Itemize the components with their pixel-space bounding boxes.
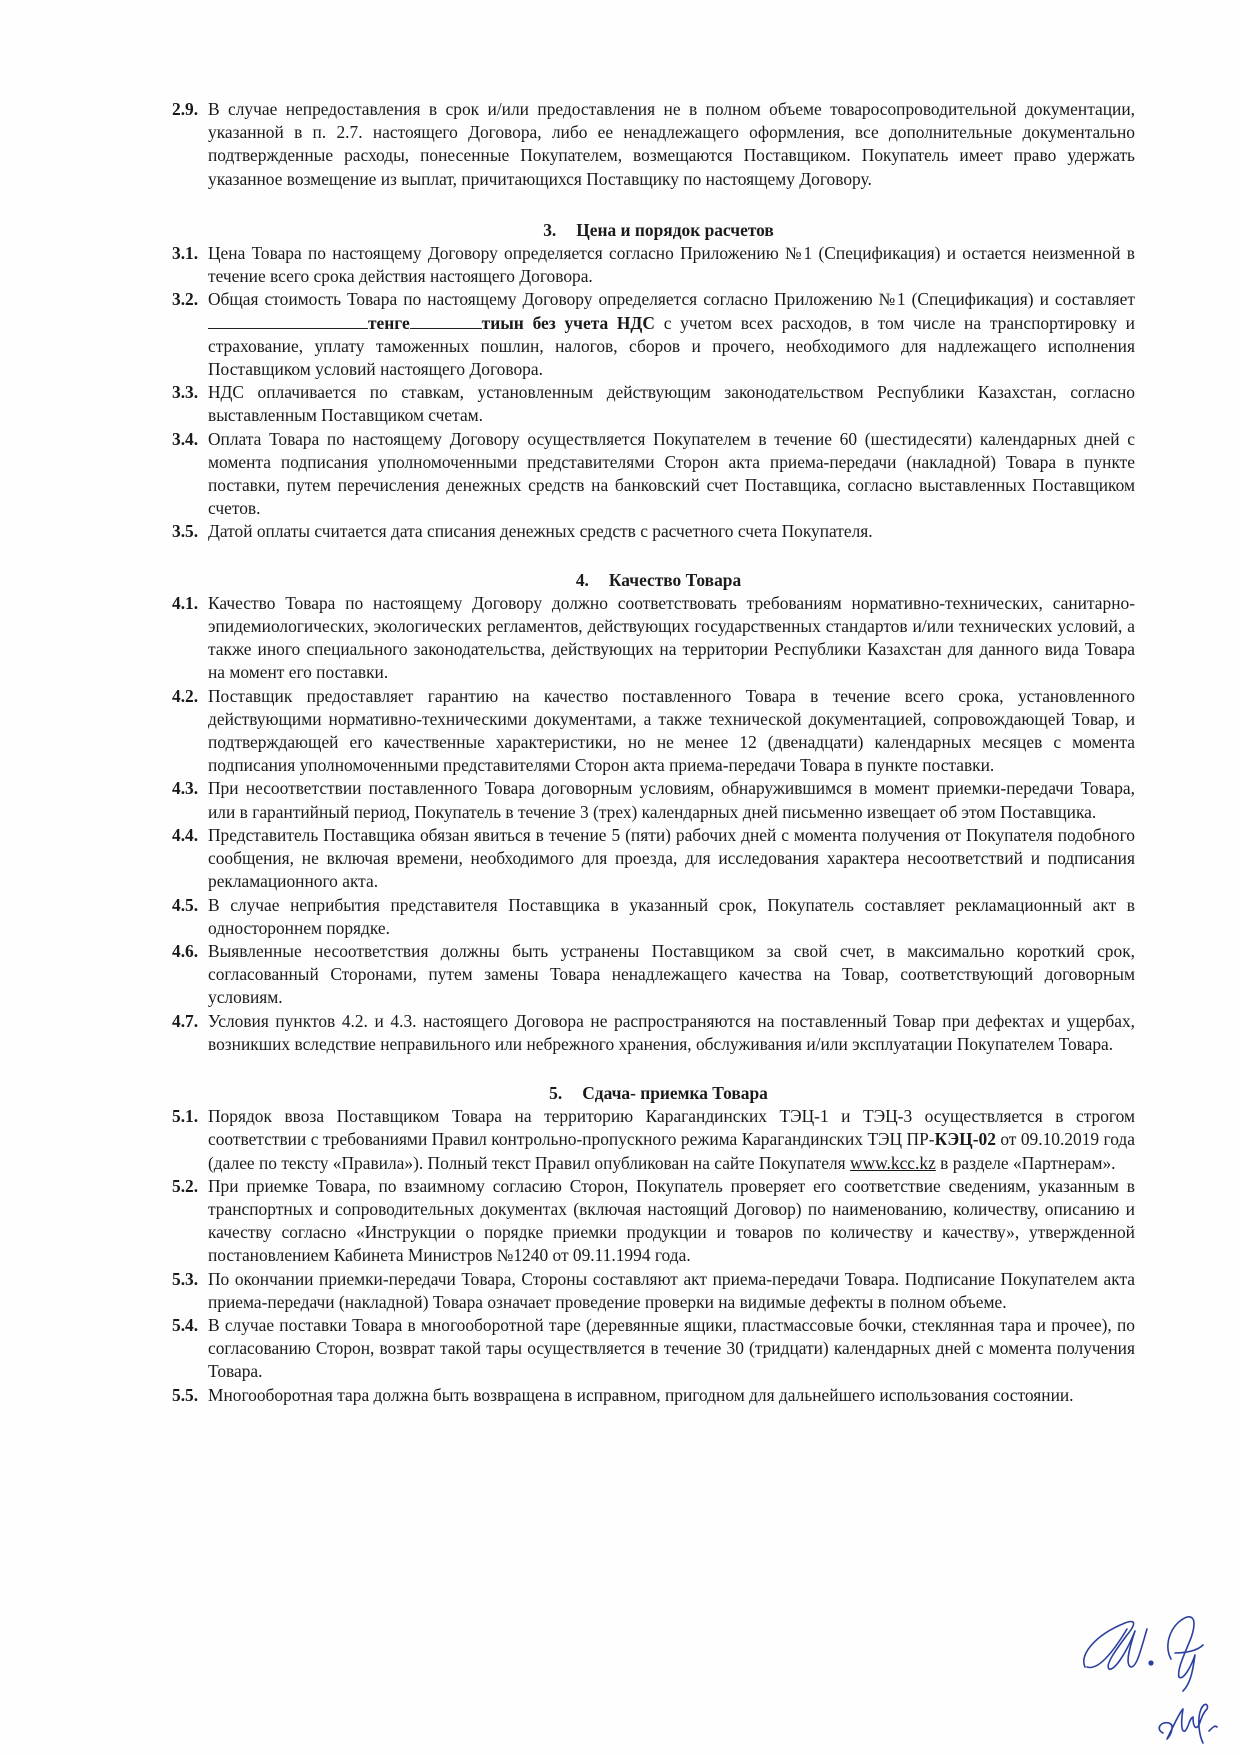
currency-tenge-label: тенге xyxy=(368,312,410,333)
clause-number: 4.1. xyxy=(172,592,199,613)
clause-4-2 xyxy=(172,685,1135,778)
currency-tiyn-vat-label: тиын без учета НДС xyxy=(481,312,655,333)
clause-3-2 xyxy=(172,288,1135,381)
clause-text: Условия пунктов 4.2. и 4.3. настоящего Договора не распространяются на поставленный Товар при дефектах и ущербах, возникших вследствие неправильного или небрежного хранения, обслуживания и/или эксплуатации Покупателем Товара. xyxy=(208,1010,1135,1054)
clause-number: 2.9. xyxy=(172,99,199,119)
clause-text: Цена Товара по настоящему Договору определяется согласно Приложению №1 (Спецификация) и остается неизменной в течение всего срока действия настоящего Договора. xyxy=(208,243,1135,287)
clause-3-1 xyxy=(172,242,1135,288)
handwritten-signature xyxy=(1075,1605,1225,1750)
clause-text-part: от 09.10.2019 года (далее по тексту «Правила»). Полный текст Правил опубликован на сайте Покупателя xyxy=(208,1129,1135,1173)
clause-text: Поставщик предоставляет гарантию на качество поставленного Товара в течение всего срока, установленного действующими нормативно-техническими документами, а также технической документацией, сопровождающей Товар, и подтверждающей его качественные характеристики, но не менее 12 (двенадцати) календарных месяцев с момента подписания уполномоченными представителями Сторон акта приема-передачи Товара в пункте поставки. xyxy=(208,685,1135,776)
clause-5-1 xyxy=(172,1105,1135,1175)
clause-text: Представитель Поставщика обязан явиться в течение 5 (пяти) рабочих дней с момента получения от Покупателя подобного сообщения, не включая времени, необходимого для проезда, для исследования характера несоответствий и подписания рекламационного акта. xyxy=(208,824,1135,892)
clause-4-3 xyxy=(172,777,1135,823)
clause-number: 5.3. xyxy=(172,1268,199,1289)
amount-tenge-blank[interactable] xyxy=(208,314,368,329)
clause-number: 4.6. xyxy=(172,940,199,961)
clause-2-9 xyxy=(172,98,1135,191)
clause-number: 4.2. xyxy=(172,685,199,706)
clause-text: При приемке Товара, по взаимному согласию Сторон, Покупатель проверяет его соответствие сведениям, указанным в транспортных и сопроводительных документах (включая настоящий Договор) по наименованию, количеству, описанию и качеству согласно «Инструкции о порядке приемки продукции и товаров по количеству и качеству», утвержденной постановлением Кабинета Министров №1240 от 09.11.1994 года. xyxy=(208,1175,1135,1266)
clause-number: 5.1. xyxy=(172,1106,199,1127)
clause-text: В случае поставки Товара в многооборотной таре (деревянные ящики, пластмассовые бочки, стеклянная тара и прочее), по согласованию Сторон, возврат такой тары осуществляется в течение 30 (тридцати) календарных дней с момента получения Товара. xyxy=(208,1314,1135,1382)
clause-text: НДС оплачивается по ставкам, установленным действующим законодательством Республики Казахстан, согласно выставленным Поставщиком счетам. xyxy=(208,382,1135,426)
clause-number: 3.1. xyxy=(172,243,199,264)
section-5-heading xyxy=(172,1082,1135,1105)
amount-tiyn-blank[interactable] xyxy=(410,314,482,329)
clause-text: В случае неприбытия представителя Поставщика в указанный срок, Покупатель составляет рекламационный акт в одностороннем порядке. xyxy=(208,894,1135,938)
clause-text: Многооборотная тара должна быть возвращена в исправном, пригодном для дальнейшего использования состоянии. xyxy=(208,1384,1074,1405)
clause-number: 3.3. xyxy=(172,382,199,403)
clause-number: 5.4. xyxy=(172,1314,199,1335)
clause-5-3 xyxy=(172,1268,1135,1314)
clause-text xyxy=(208,288,1135,381)
section-4-heading xyxy=(172,569,1135,592)
clause-number: 4.5. xyxy=(172,894,199,915)
clause-text-part: Порядок ввоза Поставщиком Товара на территорию Карагандинских ТЭЦ-1 и ТЭЦ-3 осуществляется в строгом соответствии с требованиями Правил контрольно-пропускного режима Карагандинских ТЭЦ ПР- xyxy=(208,1106,1135,1150)
clause-3-4 xyxy=(172,428,1135,521)
clause-4-1 xyxy=(172,592,1135,685)
clause-number: 4.7. xyxy=(172,1010,199,1031)
clause-text: Качество Товара по настоящему Договору должно соответствовать требованиям нормативно-технических, санитарно-эпидемиологических, экологических регламентов, действующих государственных стандартов и/или технических условий, а также иного специального законодательства, действующих на территории Республики Казахстан для данного вида Товара на момент его поставки. xyxy=(208,592,1135,683)
clause-3-5 xyxy=(172,520,1135,543)
clause-3-3 xyxy=(172,381,1135,427)
clause-5-2 xyxy=(172,1175,1135,1268)
clause-number: 4.4. xyxy=(172,824,199,845)
clause-text: По окончании приемки-передачи Товара, Стороны составляют акт приема-передачи Товара. Подписание Покупателем акта приема-передачи (накладной) Товара означает проведение проверки на видимые дефекты в полном объеме. xyxy=(208,1268,1135,1312)
clause-4-7 xyxy=(172,1010,1135,1056)
clause-text-part: Общая стоимость Товара по настоящему Договору определяется согласно Приложению №1 (Спецификация) и составляет xyxy=(208,289,1135,310)
section-number: 5. xyxy=(549,1082,563,1103)
clause-4-4 xyxy=(172,824,1135,894)
regulation-code: КЭЦ-02 xyxy=(934,1129,996,1150)
clause-4-5 xyxy=(172,894,1135,940)
section-title: Цена и порядок расчетов xyxy=(576,219,774,240)
clause-5-5 xyxy=(172,1384,1135,1407)
clause-text: При несоответствии поставленного Товара договорным условиям, обнаружившимся в момент приемки-передачи Товара, или в гарантийный период, Покупатель в течение 3 (трех) календарных дней письменно извещает об этом Поставщика. xyxy=(208,778,1135,822)
clause-number: 5.2. xyxy=(172,1175,199,1196)
section-title: Сдача- приемка Товара xyxy=(582,1082,768,1103)
website-link[interactable]: www.kcc.kz xyxy=(850,1152,936,1173)
section-number: 4. xyxy=(575,569,589,590)
section-title: Качество Товара xyxy=(608,569,742,590)
clause-text: Оплата Товара по настоящему Договору осуществляется Покупателем в течение 60 (шестидесяти) календарных дней с момента подписания уполномоченными представителями Сторон акта приема-передачи (накладной) Товара в пункте поставки, путем перечисления денежных средств на банковский счет Поставщика, согласно выставленных Поставщиком счетов. xyxy=(208,428,1135,519)
clause-text-part: в разделе «Партнерам». xyxy=(940,1152,1116,1173)
clause-number: 5.5. xyxy=(172,1384,199,1405)
clause-number: 4.3. xyxy=(172,778,199,799)
clause-text: Выявленные несоответствия должны быть устранены Поставщиком за свой счет, в максимально короткий срок, согласованный Сторонами, путем замены Товара ненадлежащего качества на Товар, соответствующий договорным условиям. xyxy=(208,940,1135,1008)
section-number: 3. xyxy=(543,219,557,240)
clause-5-4 xyxy=(172,1314,1135,1384)
clause-number: 3.2. xyxy=(172,289,199,310)
signature-icon xyxy=(1075,1605,1225,1750)
clause-text-part: с учетом всех расходов, в том числе на транспортировку и страхование, уплату таможенных пошлин, налогов, сборов и прочего, необходимого для надлежащего исполнения Поставщиком условий настоящего Договора. xyxy=(208,312,1135,380)
clause-text: Датой оплаты считается дата списания денежных средств с расчетного счета Покупателя. xyxy=(208,521,873,542)
clause-text: В случае непредоставления в срок и/или предоставления не в полном объеме товаросопроводительной документации, указанной в п. 2.7. настоящего Договора, либо ее ненадлежащего оформления, все дополнительные документально подтвержденные расходы, понесенные Покупателем, возмещаются Поставщиком. Покупатель имеет право удержать указанное возмещение из выплат, причитающихся Поставщику по настоящему Договору. xyxy=(208,99,1135,189)
contract-body xyxy=(172,98,1135,1407)
section-3-heading xyxy=(172,219,1135,242)
clause-number: 3.4. xyxy=(172,428,199,449)
clause-text xyxy=(208,1105,1135,1175)
clause-number: 3.5. xyxy=(172,521,199,542)
clause-4-6 xyxy=(172,940,1135,1010)
